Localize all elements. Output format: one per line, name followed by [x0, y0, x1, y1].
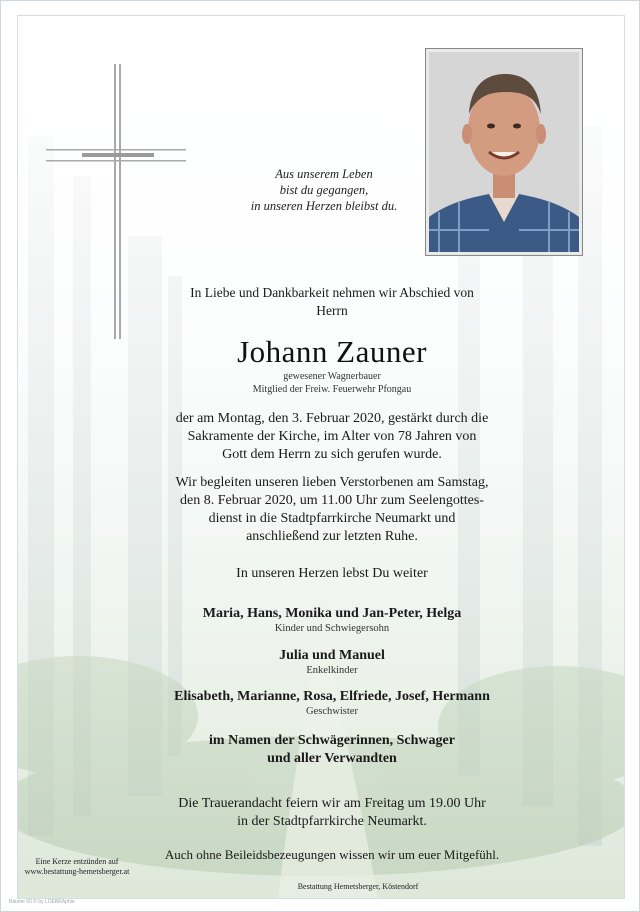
- text-line: Sakramente der Kirche, im Alter von 78 Jahren von: [187, 429, 477, 444]
- death-notice: [62, 410, 602, 464]
- intro-line: Herrn: [316, 303, 348, 318]
- role-line: Mitglied der Freiw. Feuerwehr Pfongau: [252, 384, 412, 395]
- relatives-note: [62, 732, 602, 768]
- family-relation: Enkelkinder: [306, 665, 358, 676]
- text-line: den 8. Februar 2020, um 11.00 Uhr zum Seelengottes-: [180, 493, 484, 508]
- family-relation: Kinder und Schwiegersohn: [274, 623, 390, 634]
- candle-link[interactable]: www.bestattung-hemetsberger.at: [24, 867, 130, 876]
- image-credit: Bäume 50 © by LOEBRAphie: [9, 899, 75, 905]
- candle-text: Eine Kerze entzünden auf: [35, 857, 119, 866]
- family-group: [62, 689, 602, 718]
- text-line: in der Stadtpfarrkirche Neumarkt.: [237, 814, 427, 829]
- text-line: der am Montag, den 3. Februar 2020, gestärkt durch die: [175, 411, 489, 426]
- text-line: im Namen der Schwägerinnen, Schwager: [209, 733, 455, 748]
- family-names: Maria, Hans, Monika und Jan-Peter, Helga: [202, 606, 462, 621]
- funeral-home: Bestattung Hemetsberger, Köstendorf: [297, 882, 419, 891]
- text-line: Gott dem Herrn zu sich gerufen wurde.: [222, 447, 442, 462]
- deceased-roles: [62, 370, 602, 396]
- quote-line: Aus unserem Leben: [275, 167, 373, 181]
- family-names: Elisabeth, Marianne, Rosa, Elfriede, Josef, Hermann: [174, 689, 490, 704]
- role-line: gewesener Wagnerbauer: [283, 371, 381, 382]
- text-line: Die Trauerandacht feiern wir am Freitag um 19.00 Uhr: [178, 796, 486, 811]
- family-relation: Geschwister: [306, 706, 358, 717]
- text-line: anschließend zur letzten Ruhe.: [246, 529, 418, 544]
- text-line: und aller Verwandten: [267, 751, 397, 766]
- prayer-notice: [62, 795, 602, 831]
- intro-text: [62, 284, 602, 320]
- funeral-notice: [62, 474, 602, 546]
- quote-line: bist du gegangen,: [279, 183, 369, 197]
- family-group: [62, 606, 602, 635]
- quote: [218, 166, 430, 214]
- family-names: Julia und Manuel: [279, 648, 385, 663]
- motto: In unseren Herzen lebst Du weiter: [236, 566, 428, 581]
- deceased-name: Johann Zauner: [237, 334, 427, 369]
- text-line: Wir begleiten unseren lieben Verstorbenen am Samstag,: [175, 475, 489, 490]
- portrait-photo: [425, 48, 583, 256]
- obituary-frame: [17, 15, 625, 899]
- intro-line: In Liebe und Dankbarkeit nehmen wir Abschied von: [190, 285, 474, 300]
- text-line: dienst in die Stadtpfarrkirche Neumarkt und: [208, 511, 456, 526]
- family-group: [62, 648, 602, 677]
- quote-line: in unseren Herzen bleibst du.: [250, 199, 398, 213]
- condolence-note: Auch ohne Beileidsbezeugungen wissen wir um euer Mitgefühl.: [164, 847, 500, 862]
- candle-note: [7, 857, 147, 877]
